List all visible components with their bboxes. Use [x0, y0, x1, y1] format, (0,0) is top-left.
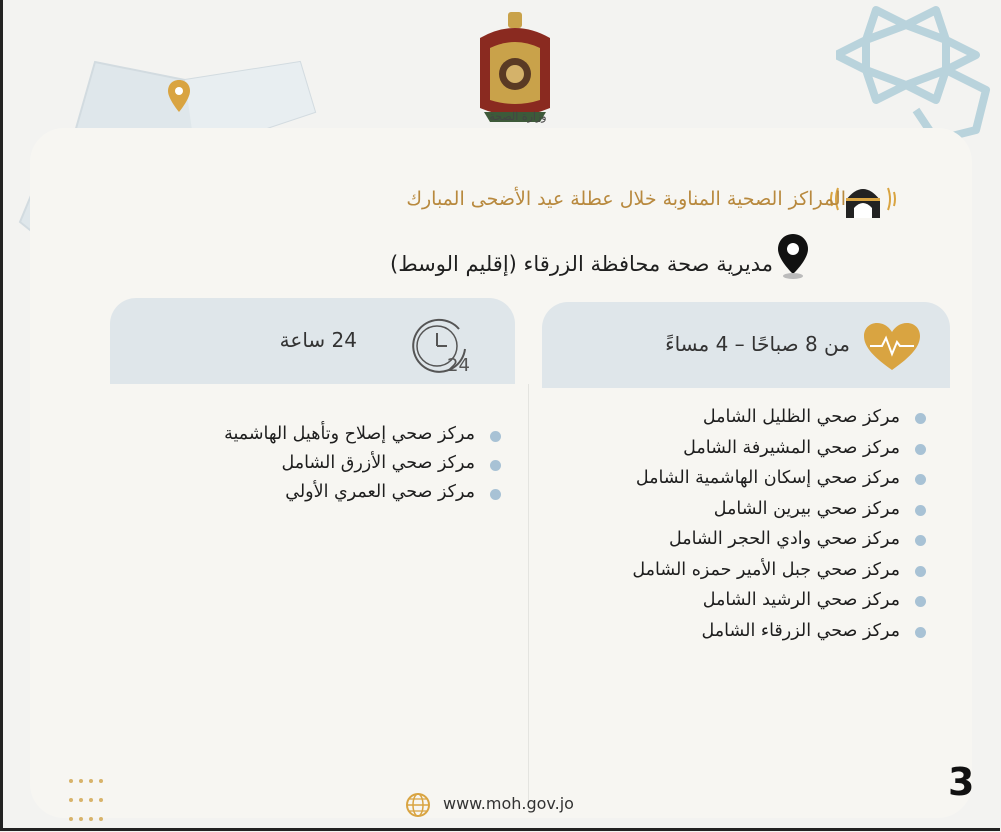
headline: المراكز الصحية المناوبة خلال عطلة عيد الأضحى المبارك	[406, 188, 846, 210]
bullet-dot	[490, 489, 501, 500]
bullet-dot	[915, 566, 926, 577]
bullet-dot	[915, 444, 926, 455]
bullet-dot	[490, 460, 501, 471]
globe-icon	[405, 792, 431, 818]
list-item: مركز صحي الرشيد الشامل	[632, 585, 926, 616]
column-label-24h: 24 ساعة	[279, 328, 357, 352]
bullet-dot	[915, 596, 926, 607]
ministry-signature: وزارة الصحة	[489, 110, 547, 123]
list-item: مركز صحي العمري الأولي	[224, 478, 501, 507]
location-pin-icon	[778, 234, 808, 280]
list-item: مركز صحي إصلاح وتأهيل الهاشمية	[224, 420, 501, 449]
clock-24-label: 24	[447, 355, 470, 376]
full-day-centers-list	[224, 420, 501, 507]
column-label-day-shift: من 8 صباحًا – 4 مساءً	[665, 332, 850, 356]
website-url[interactable]: www.moh.gov.jo	[443, 794, 574, 813]
list-item: مركز صحي جبل الأمير حمزه الشامل	[632, 555, 926, 586]
heart-pulse-icon	[862, 322, 922, 372]
clock-24-icon	[403, 315, 473, 377]
list-item: مركز صحي إسكان الهاشمية الشامل	[632, 463, 926, 494]
column-divider	[528, 384, 529, 804]
bullet-dot	[915, 627, 926, 638]
list-item: مركز صحي الأزرق الشامل	[224, 449, 501, 478]
list-item: مركز صحي وادي الحجر الشامل	[632, 524, 926, 555]
bullet-dot	[915, 535, 926, 546]
list-item: مركز صحي بيرين الشامل	[632, 494, 926, 525]
day-shift-centers-list	[632, 402, 926, 646]
location-pin-icon	[168, 80, 190, 112]
list-item: مركز صحي الظليل الشامل	[632, 402, 926, 433]
bullet-dot	[490, 431, 501, 442]
page-number: 3	[948, 760, 975, 804]
directorate-title: مديرية صحة محافظة الزرقاء (إقليم الوسط)	[390, 252, 773, 276]
bullet-dot	[915, 474, 926, 485]
bullet-dot	[915, 413, 926, 424]
decorative-dots	[66, 768, 126, 825]
list-item: مركز صحي المشيرفة الشامل	[632, 433, 926, 464]
list-item: مركز صحي الزرقاء الشامل	[632, 616, 926, 647]
bullet-dot	[915, 505, 926, 516]
